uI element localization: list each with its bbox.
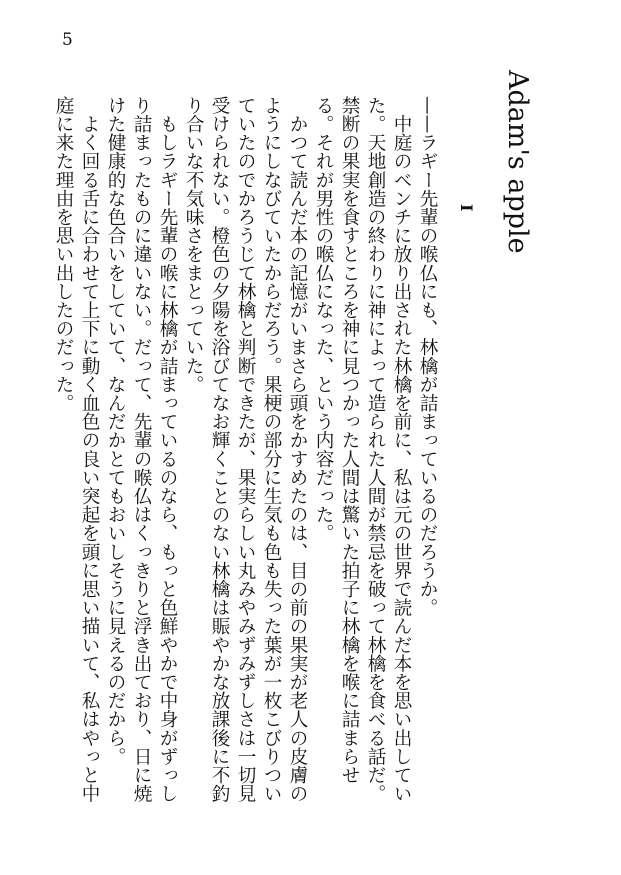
paragraph: もしラギー先輩の喉に林檎が詰まっているのなら、もっと色鮮やかで中身がずっしり詰まったものに違いない。だって、先輩の喉仏はくっきりと浮き出ており、日に焼けた健康的な色合いをしていて、なんだかとてもおいしそうに見えるのだから。 (105, 96, 178, 803)
paragraph: 中庭のベンチに放り出された林檎を前に、私は元の世界で読んだ本を思い出していた。天地創造の終わりに神によって造られた人間が禁忌を破って林檎を食べる話だ。禁断の果実を食すところを神に見つかった人間は驚いた拍子に林檎を喉に詰まらせる。それが男性の喉仏になった、という内容だった。 (313, 96, 412, 803)
page-number: 5 (62, 30, 73, 50)
body-text (53, 96, 440, 816)
paragraph: ——ラギー先輩の喉仏にも、林檎が詰まっているのだろうか。 (417, 96, 438, 617)
chapter-title: Adam's apple (502, 70, 533, 254)
paragraph: かつて読んだ本の記憶がいまさら頭をかすめたのは、目の前の果実が老人の皮膚のようにしなびていたからだろう。果梗の部分に生気も色も失った葉が一枚こびりついていたのでかろうじて林檎と判断できたが、果実らしい丸みやみずみずしさは一切見受けられない。橙色の夕陽を浴びてなお輝くことのない林檎は賑やかな放課後に不釣り合いな不気味さをまとっていた。 (183, 96, 308, 803)
paragraph: よく回る舌に合わせて上下に動く血色の良い突起を頭に思い描いて、私はやっと中庭に来た理由を思い出したのだった。 (53, 96, 100, 803)
chapter-number: I (457, 204, 476, 212)
